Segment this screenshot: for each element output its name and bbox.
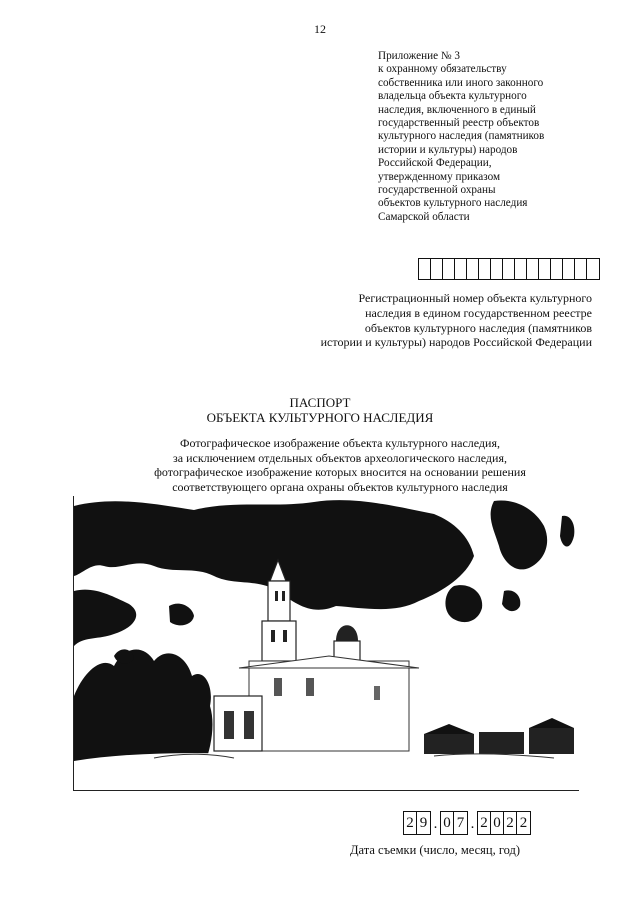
shooting-date-boxes — [403, 811, 531, 835]
photo-caption-line: за исключением отдельных объектов археологического наследия, — [173, 450, 507, 465]
date-digit: 0 — [491, 812, 504, 834]
date-digit: 2 — [404, 812, 417, 834]
registration-caption-line: объектов культурного наследия (памятников — [364, 320, 592, 335]
church-porch — [214, 696, 262, 751]
date-digit: 0 — [441, 812, 454, 834]
appendix-line: государственный реестр объектов — [378, 117, 540, 130]
shooting-date-caption: Дата съемки (число, месяц, год) — [350, 843, 521, 857]
registration-number-cell — [563, 259, 575, 279]
photo-caption-line: соответствующего органа охраны объектов культурного наследия — [172, 479, 508, 494]
appendix-line: владельца объекта культурного — [378, 90, 527, 103]
registration-number-cell — [527, 259, 539, 279]
registration-number-cell — [515, 259, 527, 279]
appendix-line: наследия, включенного в единый — [378, 103, 536, 116]
appendix-line: собственника или иного законного — [378, 76, 544, 89]
ground — [74, 753, 579, 790]
date-digit: 2 — [519, 815, 528, 831]
date-year-boxes — [477, 811, 531, 835]
registration-number-cell — [503, 259, 515, 279]
appendix-line: объектов культурного наследия — [378, 197, 528, 210]
trees — [74, 650, 212, 766]
registration-number-cell — [491, 259, 503, 279]
appendix-line: истории и культуры) народов — [378, 143, 518, 156]
date-digit: 2 — [478, 812, 491, 834]
registration-number-boxes — [418, 258, 600, 280]
date-digit: 2 — [504, 812, 517, 834]
document-title — [0, 395, 640, 425]
date-digit: 9 — [419, 815, 428, 831]
appendix-header — [378, 50, 618, 224]
photo-caption — [60, 436, 620, 494]
registration-number-cell — [575, 259, 587, 279]
date-digit: 7 — [456, 815, 465, 831]
registration-caption-line: Регистрационный номер объекта культурного — [358, 291, 592, 305]
sky-blotch — [74, 590, 136, 646]
registration-caption-line: наследия в едином государственном реестре — [365, 305, 592, 320]
village-houses — [424, 734, 474, 754]
registration-number-cell — [443, 259, 455, 279]
sky-blotch — [169, 604, 194, 626]
registration-number-cell — [431, 259, 443, 279]
appendix-line: государственной охраны — [378, 184, 496, 197]
church-dome — [336, 625, 358, 641]
registration-number-cell — [587, 259, 599, 279]
registration-number-cell — [455, 259, 467, 279]
appendix-line: к охранному обязательству — [378, 63, 507, 76]
photo-caption-line: Фотографическое изображение объекта культурного наследия, — [180, 436, 500, 450]
registration-number-cell — [419, 259, 431, 279]
church-photo-image — [74, 496, 579, 790]
appendix-line: культурного наследия (памятников — [378, 130, 545, 143]
appendix-line: Приложение № 3 — [378, 50, 460, 62]
date-separator: . — [433, 816, 438, 832]
registration-caption-line: истории и культуры) народов Российской Федерации — [320, 335, 592, 350]
sky-blotch — [502, 590, 520, 611]
page-number: 12 — [314, 22, 326, 36]
photo-caption-line: фотографическое изображение которых вносится на основании решения — [154, 465, 526, 480]
sky-blotch — [560, 516, 574, 547]
church-body — [249, 661, 409, 751]
appendix-line: Самарской области — [378, 210, 470, 223]
appendix-line: Российской Федерации, — [378, 157, 492, 170]
date-separator: . — [470, 816, 475, 832]
title-line-2: ОБЪЕКТА КУЛЬТУРНОГО НАСЛЕДИЯ — [206, 410, 434, 425]
church-photo — [73, 496, 579, 791]
sky-blotch — [491, 500, 548, 569]
appendix-line: утвержденному приказом — [378, 170, 501, 183]
registration-number-caption — [290, 291, 592, 350]
registration-number-cell — [479, 259, 491, 279]
registration-number-cell — [539, 259, 551, 279]
registration-number-cell — [551, 259, 563, 279]
registration-number-cell — [467, 259, 479, 279]
date-day-boxes — [403, 811, 431, 835]
date-month-boxes — [440, 811, 468, 835]
title-line-1: ПАСПОРТ — [289, 395, 351, 410]
sky-blotch — [445, 585, 482, 622]
